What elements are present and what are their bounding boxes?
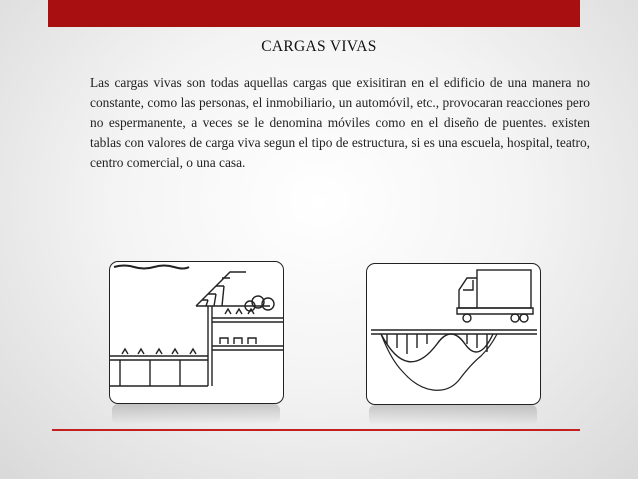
slide-title: CARGAS VIVAS	[261, 38, 377, 55]
footer-line	[52, 429, 580, 431]
truck-bridge-icon	[367, 264, 540, 404]
building-section-image	[109, 261, 284, 404]
truck-bridge-image	[366, 263, 541, 405]
body-paragraph: Las cargas vivas son todas aquellas cargas que exisitiran en el edificio de una manera no constante, como las personas, el inmobiliario, un automóvil, etc., provocaran reacciones pero no espermanente, a veces se le denomina móviles como en el diseño de puentes. existen tablas con valores de carga viva segun el tipo de estructura, si es una escuela, hospital, teatro, centro comercial, o una casa.	[90, 75, 590, 170]
building-image-reflection	[112, 404, 280, 424]
header-bar	[48, 0, 580, 27]
building-section-icon	[110, 262, 283, 403]
truck-image-reflection	[369, 405, 537, 425]
